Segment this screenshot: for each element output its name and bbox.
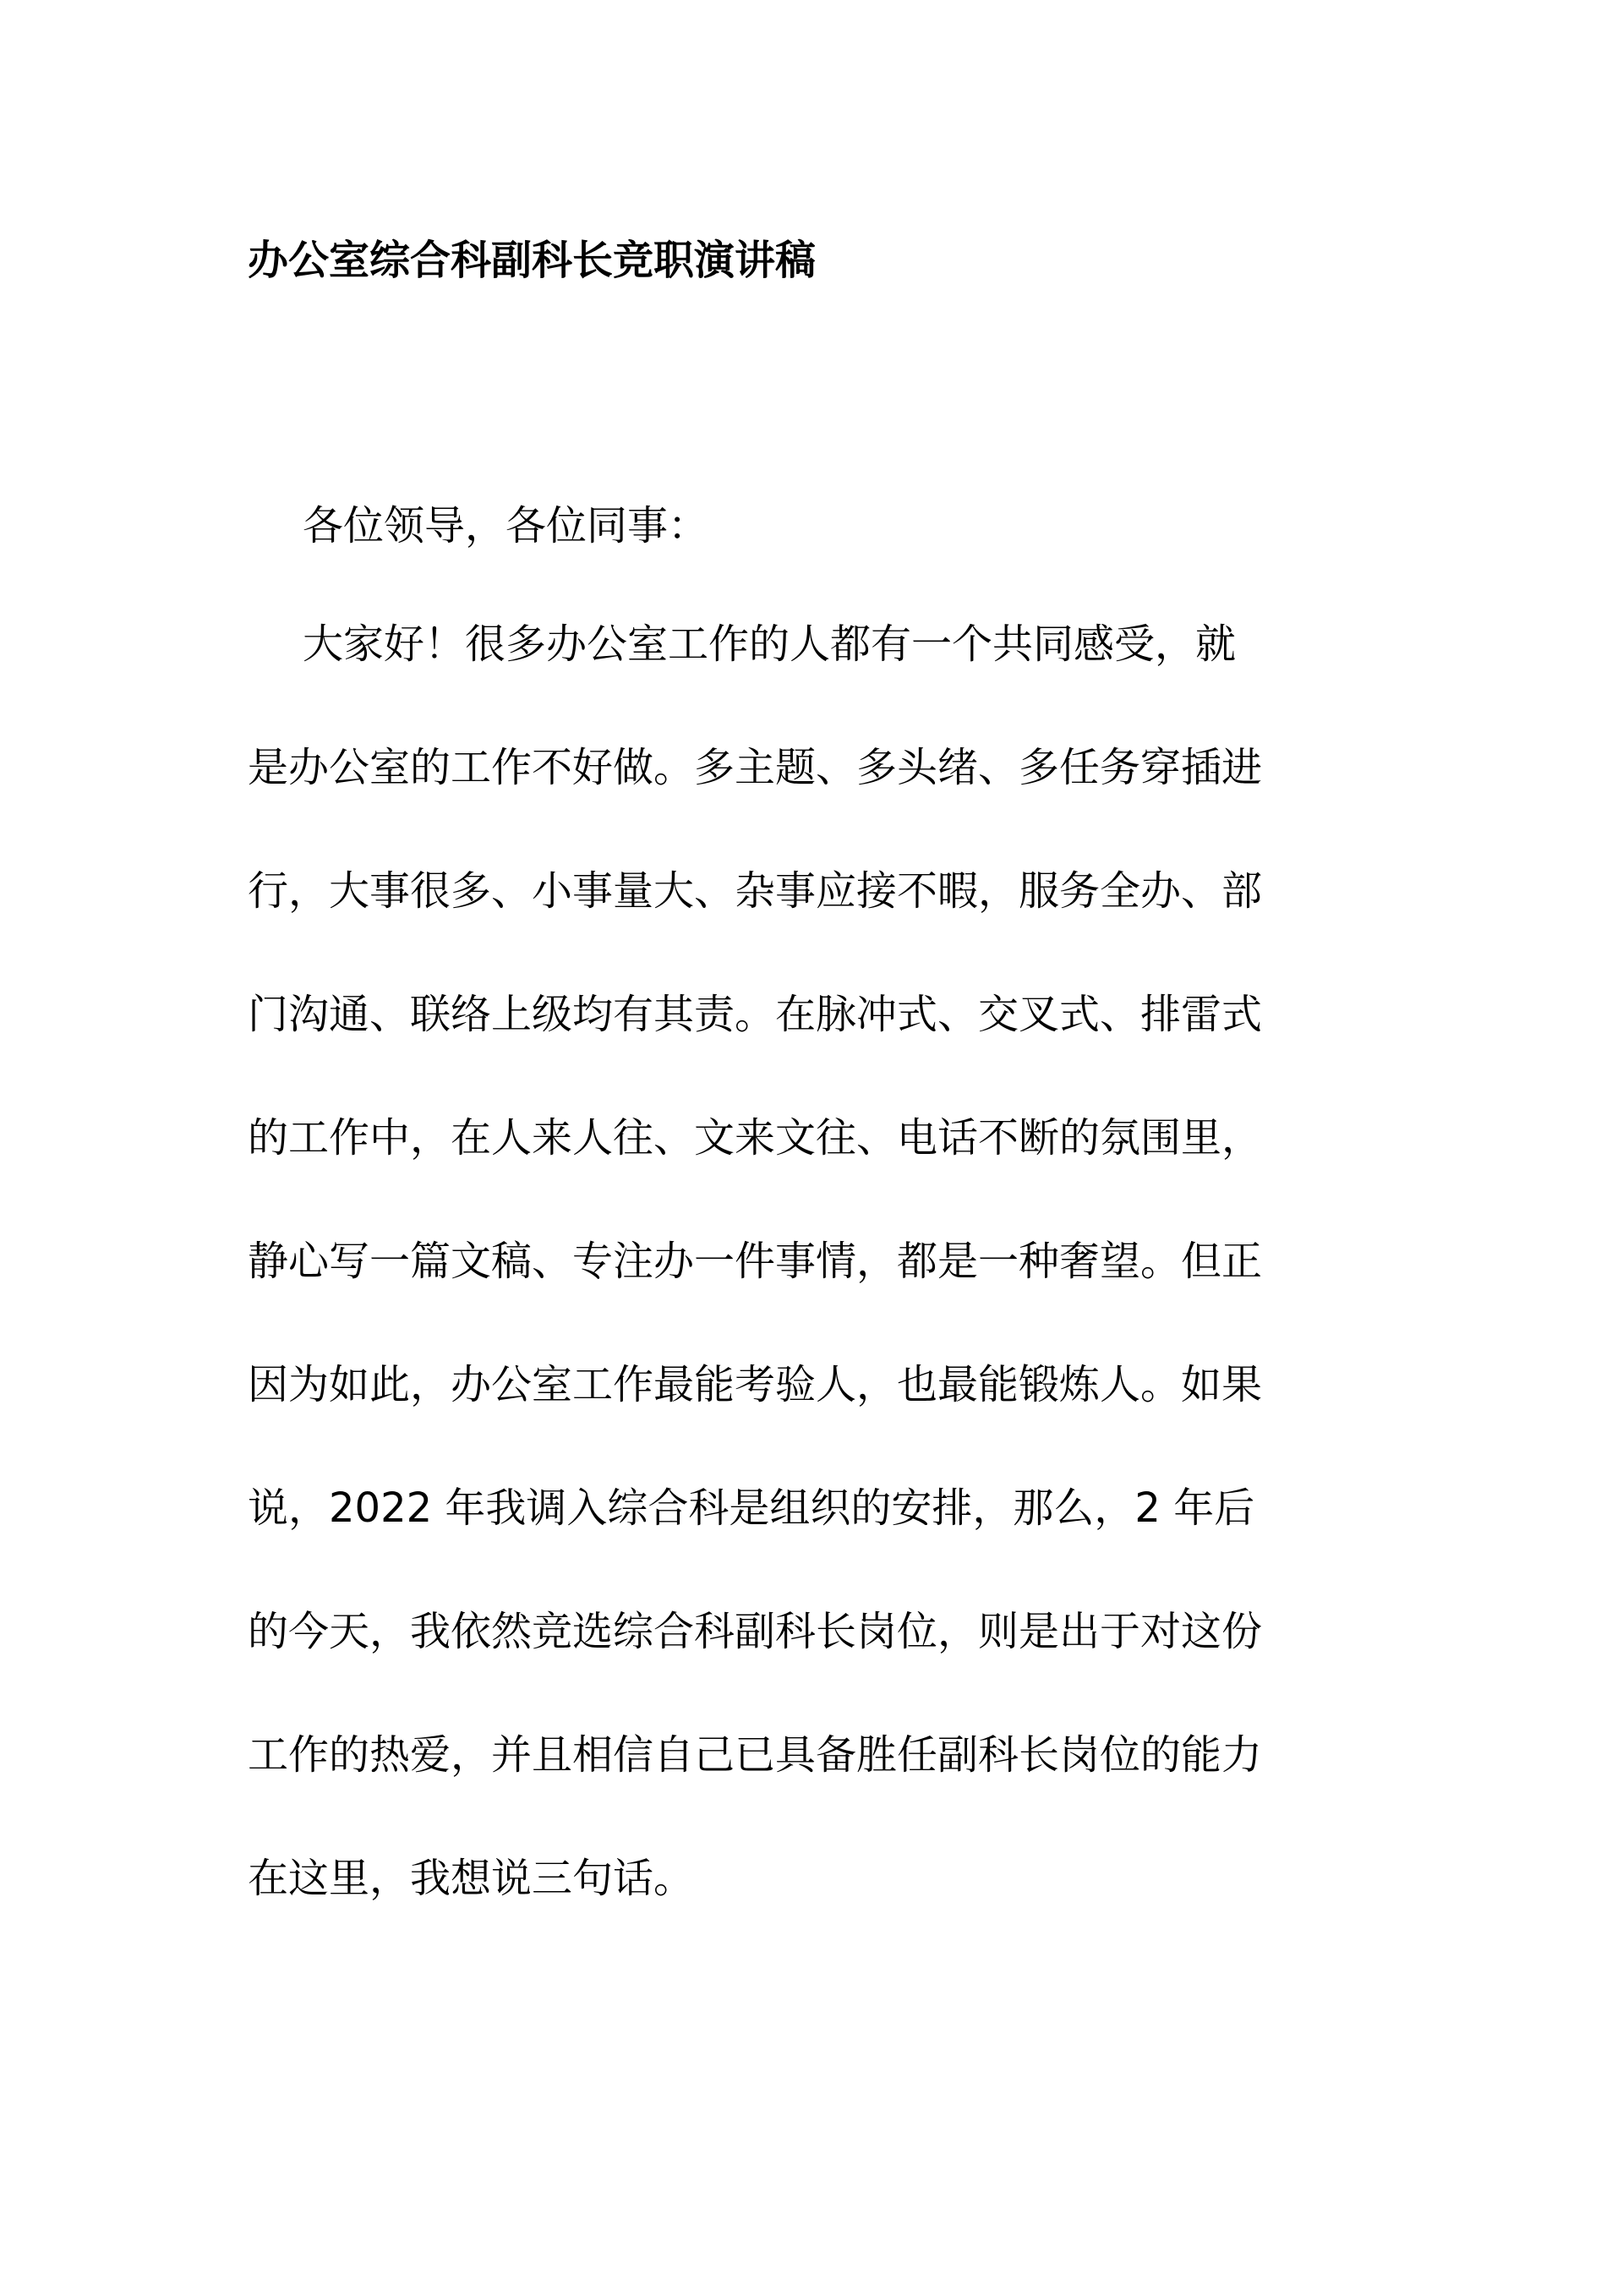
paragraph-line-8: 说，2022 年我调入综合科是组织的安排，那么，2 年后 [248,1484,1255,1532]
paragraph-line-6: 静心写一篇文稿、专注办一件事情，都是一种奢望。但正 [248,1238,1263,1285]
paragraph-line-7: 因为如此，办公室工作最能考验人，也最能锻炼人。如果 [248,1361,1263,1408]
paragraph-line-5: 的工作中，在人来人往、文来文往、电话不断的氛围里， [248,1114,1263,1162]
salutation: 各位领导，各位同事： [303,502,709,549]
paragraph-line-11: 在这里，我想说三句话。 [248,1855,695,1902]
paragraph-line-2: 是办公室的工作不好做。多主题、多头绪、多任务穿插进 [248,744,1263,791]
paragraph-line-3: 行，大事很多、小事量大、杂事应接不暇，服务全办、部 [248,867,1263,915]
paragraph-line-4: 门沟通、联络上级均有其责。在脉冲式、交叉式、排雷式 [248,991,1263,1038]
document-title: 办公室综合科副科长竞职演讲稿 [248,237,817,284]
paragraph-line-9: 的今天，我依然竞选综合科副科长岗位，则是出于对这份 [248,1608,1263,1655]
paragraph-line-10: 工作的热爱，并且相信自己已具备胜任副科长岗位的能力 [248,1731,1263,1779]
paragraph-line-1: 大家好！很多办公室工作的人都有一个共同感受，就 [303,620,1237,668]
